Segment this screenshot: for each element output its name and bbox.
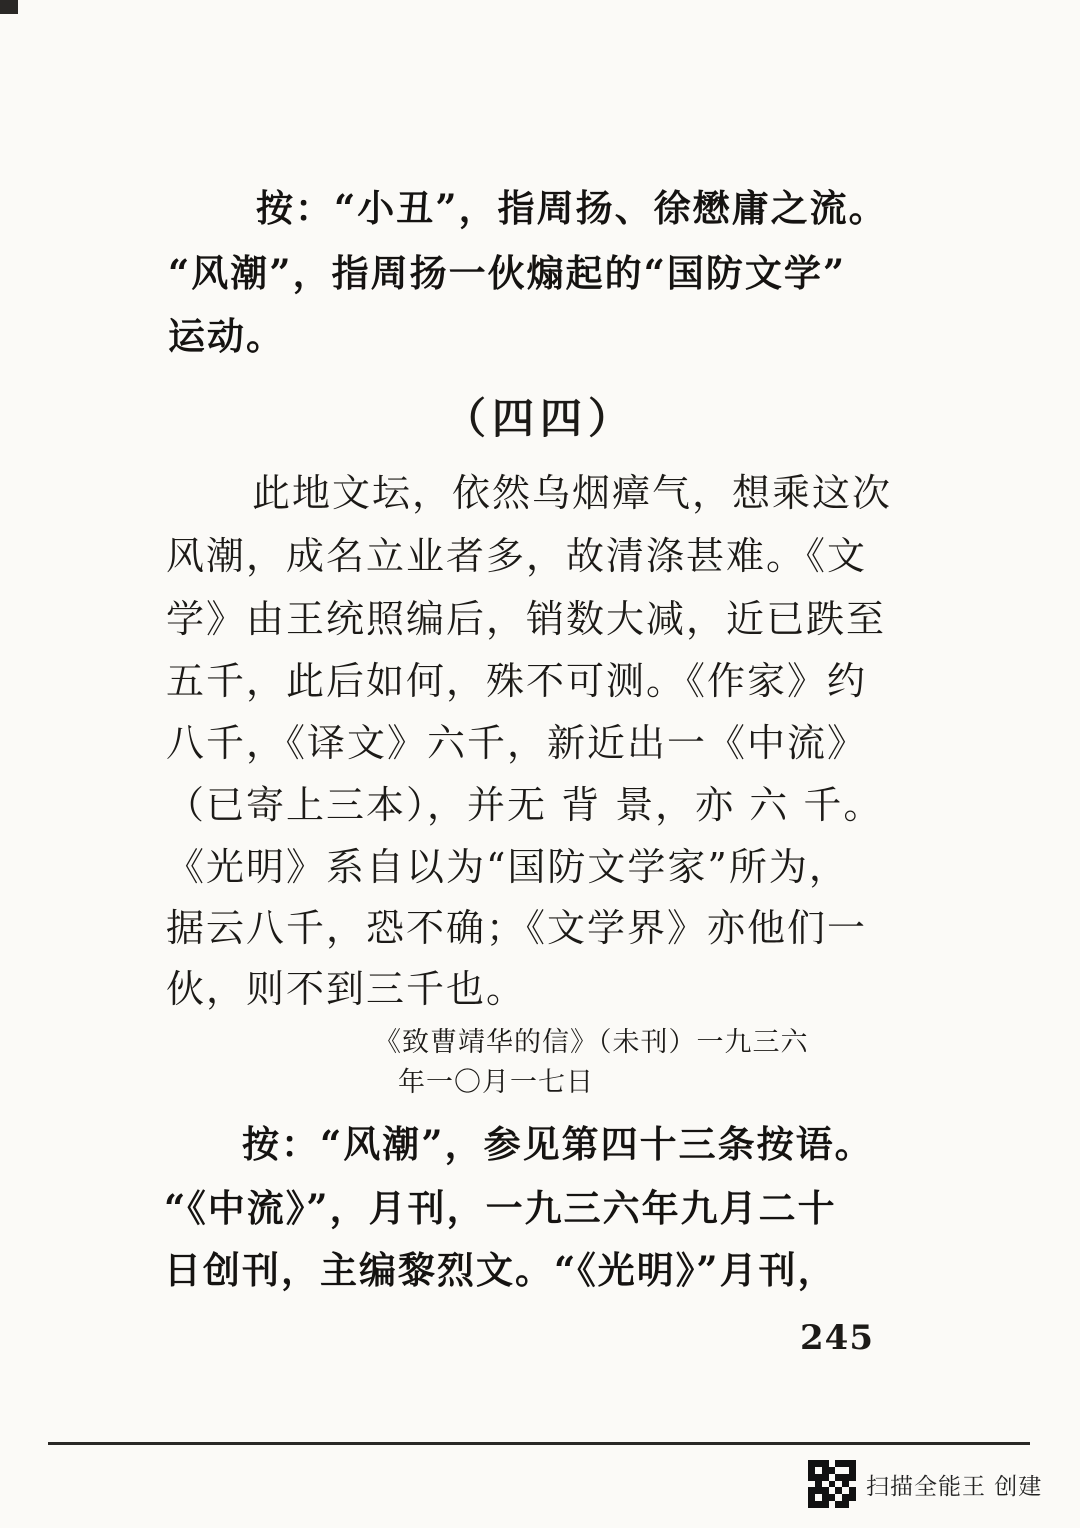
page-number: 245	[800, 1318, 874, 1358]
citation-line: 《致曹靖华的信》（未刊）一九三六	[374, 1027, 809, 1058]
letter-line: 五千，此后如何，殊不可测。《作家》约	[166, 659, 868, 703]
note-line: 按：“小丑”，指周扬、徐懋庸之流。	[256, 186, 888, 230]
note-line: “《中流》”，月刊，一九三六年九月二十	[164, 1186, 837, 1230]
scan-corner-mark	[0, 0, 18, 14]
page-bottom-rule	[48, 1442, 1030, 1445]
qr-code-icon	[808, 1460, 856, 1508]
note-line: 运动。	[168, 314, 285, 358]
letter-line: （已寄上三本），并无 背 景，亦 六 千。	[166, 783, 884, 827]
section-heading: （四四）	[443, 394, 636, 443]
letter-line: 《光明》系自以为“国防文学家”所为，	[166, 845, 849, 889]
letter-line: 风潮，成名立业者多，故清涤甚难。《文	[166, 534, 868, 578]
note-line: 日创刊，主编黎烈文。“《光明》”月刊，	[164, 1248, 837, 1292]
citation-line: 年一〇月一七日	[398, 1067, 594, 1098]
note-line: “风潮”，指周扬一伙煽起的“国防文学”	[168, 251, 847, 295]
letter-line: 八千，《译文》六千，新近出一《中流》	[166, 721, 868, 765]
letter-line: 学》由王统照编后，销数大减，近已跌至	[166, 597, 887, 641]
scanner-watermark	[808, 1462, 1042, 1506]
note-line: 按：“风潮”，参见第四十三条按语。	[242, 1122, 874, 1166]
letter-line: 此地文坛，依然乌烟瘴气，想乘这次	[252, 471, 893, 515]
letter-line: 据云八千，恐不确；《文学界》亦他们一	[166, 906, 868, 950]
letter-line: 伙，则不到三千也。	[166, 967, 527, 1011]
watermark-text: 扫描全能王 创建	[866, 1473, 1043, 1500]
